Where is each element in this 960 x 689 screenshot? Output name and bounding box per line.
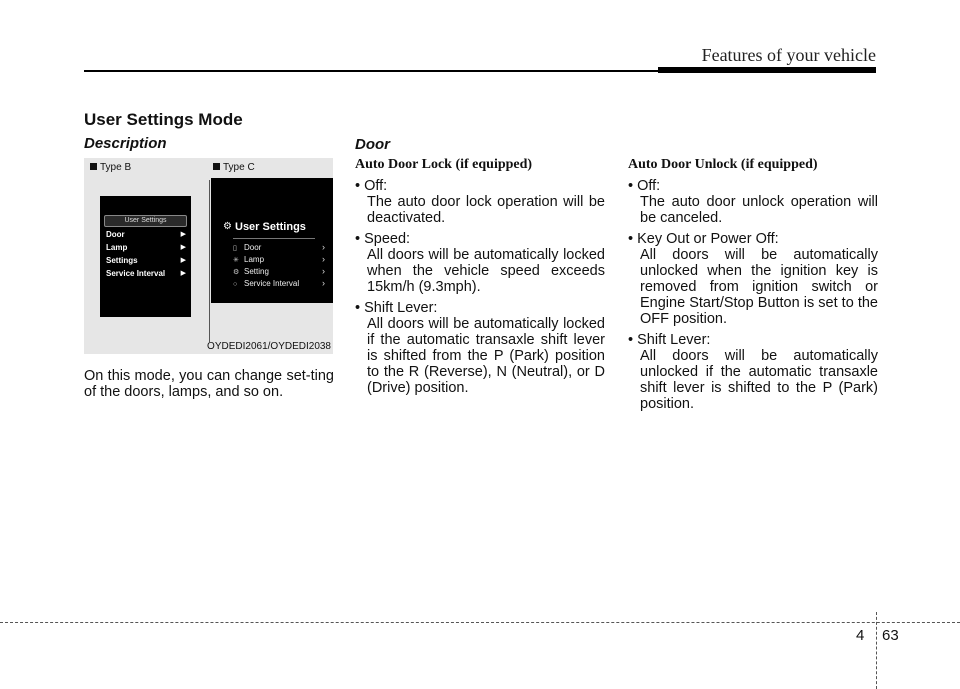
type-c-item-door: ▯ Door › (233, 242, 325, 252)
auto-door-lock-title: Auto Door Lock (if equipped) (355, 157, 533, 172)
triangle-right-icon: ▶ (180, 244, 186, 251)
option-key-out-text: All doors will be automatically unlocked when the ignition key is removed from ignition switch or Engine Start/Stop Button is set to the OFF position. (640, 247, 878, 327)
chapter-number: 4 (856, 627, 865, 644)
square-bullet-icon (90, 163, 97, 170)
option-off-text: The auto door unlock operation will be canceled. (640, 194, 878, 226)
description-heading: Description (84, 135, 167, 152)
option-key-out: • Key Out or Power Off: (628, 231, 779, 247)
door-heading: Door (355, 136, 390, 153)
type-b-label (90, 162, 131, 173)
option-shift-lever-text: All doors will be automatically unlocked if the automatic transaxle shift lever is shifted to the P (Park) position. (640, 348, 878, 412)
type-b-item-service-interval: Service Interval ▶ (106, 269, 186, 278)
type-b-label-text: Type B (100, 162, 132, 173)
auto-door-lock-options (355, 178, 605, 401)
chevron-right-icon: › (322, 266, 325, 276)
chevron-right-icon: › (322, 278, 325, 288)
type-c-screen-header: User Settings (235, 221, 306, 233)
chevron-right-icon: › (322, 254, 325, 264)
type-b-item-door: Door ▶ (106, 230, 186, 239)
type-b-screen (100, 196, 191, 317)
type-c-item-lamp: ✳ Lamp › (233, 254, 325, 264)
footer-dashed-rule (0, 622, 960, 623)
triangle-right-icon: ▶ (180, 270, 186, 277)
option-speed-text: All doors will be automatically locked when the vehicle speed exceeds 15km/h (9.3mph). (367, 247, 605, 295)
footer-page-separator (876, 612, 877, 689)
type-c-label-text: Type C (223, 162, 255, 173)
gear-icon: ⚙ (233, 269, 240, 276)
header-title: Features of your vehicle (701, 45, 876, 65)
option-off-text: The auto door lock operation will be deactivated. (367, 194, 605, 226)
square-bullet-icon (213, 163, 220, 170)
header-rule-thick (658, 67, 876, 73)
chevron-right-icon: › (322, 242, 325, 252)
type-b-item-lamp: Lamp ▶ (106, 243, 186, 252)
type-c-header-line (233, 238, 315, 239)
service-icon: ○ (233, 281, 238, 288)
settings-figure (84, 158, 333, 354)
triangle-right-icon: ▶ (180, 257, 186, 264)
option-off: • Off: (628, 178, 661, 194)
type-c-label (213, 162, 255, 173)
section-title: User Settings Mode (84, 110, 243, 129)
description-text: On this mode, you can change set-ting of the doors, lamps, and so on. (84, 368, 334, 400)
option-shift-lever-text: All doors will be automatically locked if the automatic transaxle shift lever is shifted from the P (Park) position to the R (Reverse), N (Neutral), or D (Drive) position. (367, 316, 605, 396)
auto-door-unlock-title: Auto Door Unlock (if equipped) (628, 157, 818, 172)
type-c-screen (211, 178, 333, 303)
option-shift-lever: • Shift Lever: (355, 300, 438, 316)
triangle-right-icon: ▶ (180, 231, 186, 238)
type-c-item-setting: ⚙ Setting › (233, 266, 325, 276)
header-rule-thin (84, 70, 658, 72)
figure-code: OYDEDI2061/OYDEDI2038 (207, 341, 331, 352)
type-b-screen-header: User Settings (104, 215, 187, 227)
lamp-icon: ✳ (233, 257, 239, 264)
door-icon: ▯ (233, 245, 237, 252)
option-speed: • Speed: (355, 231, 411, 247)
figure-divider (209, 180, 210, 342)
gear-icon: ⚙ (223, 221, 232, 232)
auto-door-unlock-options (628, 178, 878, 417)
option-shift-lever: • Shift Lever: (628, 332, 711, 348)
type-b-item-settings: Settings ▶ (106, 256, 186, 265)
option-off: • Off: (355, 178, 388, 194)
page-number: 63 (882, 627, 899, 644)
type-c-item-service-interval: ○ Service Interval › (233, 278, 325, 288)
